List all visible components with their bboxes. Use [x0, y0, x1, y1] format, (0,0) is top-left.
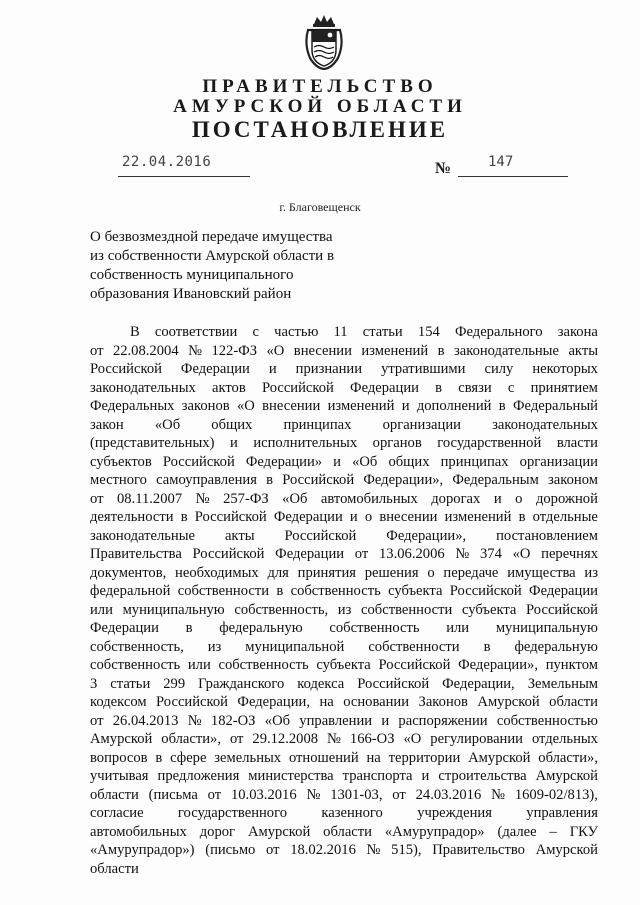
body-word: Амурской: [535, 768, 598, 784]
body-word: Федерации: [350, 379, 419, 396]
body-word: Правительства: [90, 546, 182, 562]
body-line: [90, 749, 598, 768]
body-word: дорожной: [535, 490, 598, 507]
body-word: собственности: [368, 638, 460, 655]
body-line: [90, 823, 598, 842]
body-word: законодательных: [492, 416, 598, 433]
body-line: [90, 471, 598, 490]
body-word: казенного: [321, 805, 383, 821]
body-word: принятием: [530, 379, 598, 396]
body-line: [90, 527, 598, 546]
body-word: Российской: [156, 694, 228, 710]
body-word: Амурской: [90, 731, 153, 747]
body-word: 257-ФЗ: [223, 490, 269, 507]
body-word: собственностью: [496, 712, 598, 729]
body-word: 11: [333, 324, 348, 340]
body-word: государственного: [177, 805, 288, 821]
body-word: необходимых: [175, 564, 259, 581]
body-word: территории: [388, 749, 461, 766]
body-word: передаче: [443, 564, 499, 581]
body-word: Российской: [282, 472, 355, 488]
body-word: от: [392, 786, 406, 803]
body-word: управления: [526, 805, 598, 821]
body-word: о: [427, 564, 435, 581]
body-word: законодательных: [90, 379, 196, 396]
body-word: «Об: [282, 490, 308, 507]
body-word: в: [276, 583, 284, 599]
body-word: (далее: [497, 823, 537, 840]
body-word: изменений: [444, 509, 512, 525]
body-word: 10.03.2016: [230, 786, 297, 803]
body-word: с: [507, 379, 515, 396]
body-line: [90, 804, 598, 823]
body-word: в: [437, 342, 445, 359]
document-number: 147: [488, 154, 514, 170]
body-word: отдельные: [532, 509, 598, 525]
body-word: в: [435, 379, 443, 396]
body-word: законом: [548, 472, 598, 488]
body-word: внесении: [379, 509, 438, 525]
body-word: частью: [274, 324, 319, 340]
body-word: Федерации,: [237, 694, 310, 710]
body-word: №: [188, 342, 202, 359]
body-word: дорогах: [431, 490, 481, 507]
body-word: и: [349, 509, 358, 525]
body-word: Российской: [449, 583, 522, 599]
body-word: «Об: [352, 453, 378, 470]
body-line: [90, 675, 598, 694]
body-word: в: [155, 749, 163, 766]
body-word: постановлением: [496, 527, 598, 544]
body-word: деятельности: [90, 509, 174, 525]
body-word: от: [354, 546, 369, 562]
body-word: области: [90, 786, 139, 803]
body-word: внесении: [262, 398, 321, 414]
number-sign: №: [435, 160, 452, 177]
body-line: [90, 564, 598, 583]
body-word: некоторых: [532, 361, 598, 377]
body-word: №: [327, 731, 341, 747]
body-word: документов,: [90, 564, 167, 581]
body-word: принципах: [283, 416, 352, 433]
body-word: муниципальную: [122, 601, 225, 618]
body-word: министерства: [248, 768, 334, 784]
body-word: Законов: [418, 694, 468, 710]
body-word: «О: [237, 398, 255, 414]
body-word: и: [333, 453, 341, 470]
city-label: г. Благовещенск: [279, 200, 361, 214]
body-word: Российской: [194, 509, 267, 525]
body-word: согласие: [90, 805, 144, 821]
body-word: в: [518, 509, 526, 525]
body-word: связи: [458, 379, 492, 396]
body-word: вопросов: [90, 749, 148, 766]
body-word: или: [90, 601, 113, 618]
body-word: Федерации»,: [363, 472, 444, 488]
body-word: власти: [556, 435, 598, 451]
body-word: законодательные: [90, 527, 195, 544]
body-word: федеральную: [514, 638, 598, 655]
body-word: актов: [212, 379, 246, 396]
body-word: автомобильных: [320, 490, 418, 507]
body-line: [90, 656, 598, 675]
body-word: отдельных: [531, 731, 598, 747]
body-word: 182-ОЗ: [210, 712, 256, 729]
body-word: Российской: [261, 379, 334, 396]
body-word: закон: [90, 416, 124, 433]
body-word: собственность: [290, 583, 381, 599]
body-word: Амурской: [535, 842, 598, 858]
body-word: Федерации»,: [458, 657, 538, 673]
body-word: управлении: [299, 712, 373, 729]
body-word: В: [130, 324, 140, 340]
body-word: или: [446, 620, 470, 636]
body-word: отношений: [288, 749, 359, 766]
body-line: [90, 342, 598, 361]
number-field: [458, 152, 568, 177]
body-word: от: [90, 490, 104, 507]
body-word: Российской: [378, 657, 451, 673]
body-word: организации: [382, 416, 461, 433]
subject-line: О безвозмездной передаче имущества: [90, 229, 333, 245]
body-word: дополнений: [416, 398, 492, 414]
body-line: [90, 582, 598, 601]
body-word: субъекта: [461, 601, 517, 618]
body-word: Российской: [357, 675, 430, 692]
body-word: федеральную: [219, 620, 303, 636]
body-word: в: [185, 620, 193, 636]
body-word: утратившими: [381, 361, 466, 377]
body-word: «О: [512, 546, 531, 562]
body-word: 154: [417, 324, 440, 340]
body-word: Федерации: [90, 620, 159, 636]
body-word: и: [381, 712, 390, 729]
body-word: Амурской: [247, 823, 311, 840]
body-word: «Амурупрадор»): [90, 842, 195, 858]
body-word: 1301-03,: [330, 786, 383, 803]
body-word: №: [195, 490, 210, 507]
body-word: земельных: [214, 749, 282, 766]
body-word: муниципальную: [495, 620, 598, 636]
body-word: субъекта: [388, 583, 443, 599]
body-word: местного: [90, 472, 147, 488]
body-word: Федеральным: [452, 472, 539, 488]
body-word: распоряжении: [398, 712, 488, 729]
body-word: акты: [224, 527, 255, 544]
body-word: государственной: [437, 435, 542, 451]
subject-line: из собственности Амурской области в: [90, 248, 335, 264]
body-word: области»,: [538, 749, 598, 766]
body-word: от: [90, 712, 104, 729]
body-line: [90, 786, 598, 805]
body-word: организации: [519, 453, 598, 470]
body-word: принятия: [297, 564, 356, 581]
government-title: ПРАВИТЕЛЬСТВО: [202, 76, 438, 97]
body-line: [90, 730, 598, 749]
body-word: 26.04.2013: [112, 712, 179, 729]
body-word: муниципальной: [245, 638, 345, 655]
body-word: (письма: [148, 786, 198, 803]
body-word: области: [90, 860, 139, 877]
body-word: и: [401, 398, 410, 414]
body-word: 18.02.2016: [290, 842, 356, 858]
body-word: законодательные: [453, 342, 559, 359]
body-word: Российской: [162, 453, 235, 470]
document-date: 22.04.2016: [122, 154, 212, 170]
body-word: Российской: [90, 361, 162, 377]
body-word: (представительных): [90, 435, 215, 451]
body-word: общих: [388, 453, 430, 470]
body-word: и: [268, 361, 277, 377]
body-word: в: [483, 638, 491, 655]
body-word: исполнительных: [253, 435, 358, 451]
body-word: от: [229, 731, 244, 747]
body-word: автомобильных: [90, 823, 187, 840]
body-word: Федерации: [529, 583, 598, 599]
body-word: предложения: [157, 768, 240, 784]
body-word: 08.11.2007: [116, 490, 183, 507]
body-word: от: [266, 842, 280, 858]
body-word: №: [187, 712, 202, 729]
body-word: пунктом: [545, 657, 598, 673]
body-line: [90, 860, 598, 879]
body-word: соответствии: [154, 324, 238, 340]
body-word: 122-ФЗ: [211, 342, 258, 359]
body-word: 166-ОЗ: [349, 731, 395, 747]
body-word: и: [229, 435, 238, 451]
body-line: [90, 397, 598, 416]
body-line: [90, 490, 598, 509]
body-word: статьи: [110, 675, 151, 692]
body-line: [90, 379, 598, 398]
body-line: [90, 545, 598, 564]
body-word: дорог: [199, 823, 236, 840]
body-line: [90, 767, 598, 786]
body-word: Федерации: [273, 509, 343, 525]
body-word: закона: [557, 324, 598, 340]
body-line: [90, 601, 598, 620]
body-word: 299: [163, 675, 186, 692]
body-line: [90, 434, 598, 453]
body-word: «О: [266, 342, 285, 359]
body-word: Федерального: [454, 324, 543, 340]
body-word: собственности: [361, 601, 453, 618]
body-word: №: [455, 546, 470, 562]
body-word: Земельным: [527, 675, 598, 692]
body-word: собственность,: [90, 638, 184, 655]
body-word: области»,: [161, 731, 221, 747]
body-word: 24.03.2016: [415, 786, 482, 803]
body-word: транспорта: [342, 768, 413, 784]
body-word: «Амурупрадор»: [384, 823, 485, 840]
body-word: 13.06.2006: [378, 546, 445, 562]
body-word: Федерации,: [442, 675, 515, 692]
body-word: в: [498, 398, 506, 414]
body-word: №: [306, 786, 321, 803]
body-word: Российской: [526, 601, 598, 618]
document-type-title: ПОСТАНОВЛЕНИЕ: [191, 117, 449, 142]
body-word: учитывая: [90, 768, 149, 784]
body-word: признании: [295, 361, 363, 377]
body-word: строительства: [438, 768, 527, 784]
body-word: –: [549, 823, 557, 840]
body-word: из: [207, 638, 222, 655]
body-word: Правительство: [432, 842, 525, 858]
body-word: или: [187, 657, 211, 673]
body-line: [90, 360, 598, 379]
body-word: сфере: [170, 749, 207, 766]
body-line: [90, 416, 598, 435]
body-word: в: [180, 509, 188, 525]
document-body: [90, 323, 598, 878]
date-field: [118, 152, 250, 177]
body-word: 515),: [391, 842, 422, 858]
body-word: регулировании: [430, 731, 523, 747]
body-word: №: [491, 786, 506, 803]
body-word: субъектов: [90, 453, 152, 470]
body-line: [90, 693, 598, 712]
body-word: собственность: [329, 620, 420, 636]
body-word: от: [90, 342, 104, 359]
body-word: из: [584, 564, 598, 581]
body-word: и: [493, 490, 502, 507]
document-subject: [90, 228, 360, 304]
body-word: собственность,: [234, 601, 329, 618]
body-word: субъекта: [316, 657, 371, 673]
body-word: Гражданского: [198, 675, 285, 692]
body-word: Федерации»: [245, 453, 323, 470]
body-word: основании: [343, 694, 410, 710]
body-word: органов: [372, 435, 422, 451]
body-word: законов: [181, 398, 230, 414]
body-word: внесении: [293, 342, 352, 359]
body-word: для: [267, 564, 289, 581]
body-word: «Об: [154, 416, 181, 433]
body-word: Российской: [192, 546, 265, 562]
body-word: «О: [403, 731, 422, 747]
body-word: кодекса: [297, 675, 345, 692]
body-word: на: [366, 749, 381, 766]
body-word: федеральной: [90, 583, 171, 599]
body-word: силу: [484, 361, 514, 377]
body-word: Амурской: [468, 749, 531, 766]
body-word: 374: [480, 546, 502, 562]
body-word: самоуправления: [156, 472, 257, 488]
body-line: [90, 508, 598, 527]
body-word: Федеральный: [513, 398, 598, 414]
subject-line: образования Ивановский район: [90, 286, 292, 302]
body-word: общих: [211, 416, 253, 433]
coat-of-arms-emblem: [302, 14, 346, 70]
body-word: 22.08.2004: [112, 342, 179, 359]
body-word: из: [337, 601, 352, 618]
region-title: АМУРСКОЙ ОБЛАСТИ: [173, 96, 467, 117]
body-word: статьи: [362, 324, 403, 340]
body-word: Амурской: [477, 694, 540, 710]
body-word: перечнях: [541, 546, 598, 562]
body-word: 29.12.2008: [252, 731, 319, 747]
body-line: [90, 453, 598, 472]
body-word: (письмо: [205, 842, 256, 858]
body-word: собственность: [90, 657, 181, 673]
body-line: [90, 712, 598, 731]
body-word: кодексом: [90, 694, 147, 710]
body-word: области: [549, 694, 598, 710]
subject-line: собственность муниципального: [90, 267, 294, 283]
body-word: принципах: [440, 453, 509, 470]
body-line: [90, 619, 598, 638]
body-word: «Об: [264, 712, 291, 729]
body-word: 1609-02/813),: [514, 786, 598, 803]
body-word: Федерации»,: [386, 527, 467, 544]
body-word: Российской: [284, 527, 357, 544]
body-word: учреждения: [417, 805, 492, 821]
body-word: от: [207, 786, 222, 803]
body-word: собственность: [218, 657, 309, 673]
body-word: изменений: [327, 398, 395, 414]
body-line: [90, 638, 598, 657]
body-word: о: [364, 509, 373, 525]
body-line: [90, 841, 598, 860]
body-word: о: [515, 490, 523, 507]
body-word: имущества: [507, 564, 576, 581]
body-word: изменений: [361, 342, 429, 359]
body-word: акты: [568, 342, 598, 359]
body-word: с: [252, 324, 259, 340]
body-word: Федерации: [180, 361, 250, 377]
body-word: решения: [364, 564, 419, 581]
body-word: ГКУ: [569, 823, 598, 840]
body-word: №: [366, 842, 381, 858]
body-word: на: [319, 694, 334, 710]
body-line: [90, 323, 598, 342]
body-word: Федерации: [275, 546, 345, 562]
body-word: собственности: [177, 583, 270, 599]
body-word: 3: [90, 675, 98, 692]
body-word: в: [266, 472, 274, 488]
body-word: и: [421, 768, 430, 784]
body-word: области: [323, 823, 372, 840]
body-word: Федеральных: [90, 398, 175, 414]
